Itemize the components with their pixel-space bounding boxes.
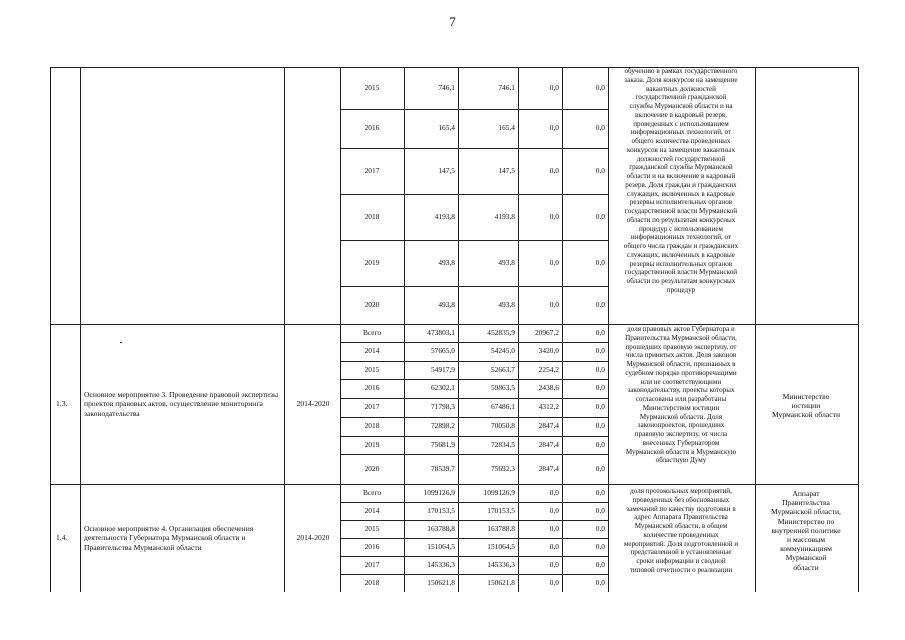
amount-cell: 0,0 [595,327,605,337]
row-rule [340,417,608,418]
measure-index: 1.3. [56,399,68,408]
measure-executor [756,489,856,572]
amount-cell: 59863,5 [490,383,515,393]
description-line: количестве проведенных [643,530,719,539]
description-line: Мурманской области, в общем [634,522,728,530]
description-line: области по результатам конкурсных [626,277,736,285]
year-cell: Всего [362,487,382,497]
description-line: правовую экспертизу, от числа [634,430,728,438]
year-cell: Всего [362,327,382,337]
executor-line: Мурманской [785,553,827,563]
year-cell: 2016 [364,541,380,551]
amount-cell: 4193,8 [434,211,455,221]
description-line: служащих, включенных в кадровые [627,250,735,259]
description-line: согласованы или разработаны [635,395,727,403]
description-line: проведенных без обоснованных [632,495,730,504]
year-cell: 2020 [364,299,380,309]
amount-cell: 147,5 [498,165,515,175]
amount-cell: 72834,5 [490,439,515,449]
amount-cell: 0,0 [549,559,559,569]
row-rule [340,454,608,455]
description-line: конкурсов на замещение вакантных [626,145,736,154]
executor-line: Мурманской области, [771,507,841,517]
description-line: государственной гражданской [635,93,727,102]
description-line: Мурманской области в Мурманскую [625,447,737,456]
executor-line: юстиции [791,401,821,411]
row-rule [340,342,608,343]
amount-cell: 78539,7 [430,463,455,473]
amount-cell: 0,0 [595,123,605,133]
amount-cell: 0,0 [549,577,559,587]
amount-cell: 165,4 [438,123,455,133]
amount-cell: 145336,3 [427,559,455,569]
row-rule [340,520,608,521]
amount-cell: 75692,3 [490,463,515,473]
amount-cell: 0,0 [595,299,605,309]
row-rule [340,538,608,539]
amount-cell: 150621,8 [427,577,455,587]
description-line: внесенных Губернатором [642,438,720,447]
description-line: государственной власти Мурманской [624,207,738,215]
amount-cell: 4312,2 [538,402,559,412]
description-line: должностей государственной [636,154,726,163]
description-line: Мурманской области, признанных в [626,360,736,368]
column-rule [458,67,459,592]
amount-cell: 2438,6 [538,383,559,393]
executor-line: Правительства [782,498,830,508]
amount-cell: 452835,9 [487,327,515,337]
amount-cell: 54917,9 [430,364,455,374]
amount-cell: 2847,4 [538,439,559,449]
amount-cell: 0,0 [549,211,559,221]
description-line: обучению в рамках государственного [624,67,738,75]
executor-line: Министерство [782,392,830,401]
amount-cell: 1099126,9 [483,487,515,497]
description-line: законодательству, проекты которых [627,386,735,395]
executor-line: внутренней политике [771,525,841,535]
amount-cell: 0,0 [549,299,559,309]
row-rule [340,361,608,362]
amount-cell: 746,1 [438,82,455,92]
amount-cell: 170153,5 [487,505,515,515]
row-rule [340,240,608,241]
amount-cell: 0,0 [549,82,559,92]
description-line: информационных технологий, от [630,128,732,137]
description-line: заказа. Доля конкурсов на замещение [624,75,738,84]
amount-cell: 0,0 [595,523,605,533]
indicator-description [609,487,753,575]
description-line: процедур [666,285,696,294]
amount-cell: 0,0 [595,82,605,92]
amount-cell: 150621,8 [487,577,515,587]
measure-executor [756,392,856,420]
description-line: Мурманской области. Доля [639,412,723,421]
amount-cell: 473803,1 [427,327,455,337]
table-border-left [50,67,51,592]
description-line: мероприятий. Доля подготовленной и [623,539,739,548]
executor-line: Министерство по [777,516,835,526]
year-cell: 2018 [364,421,380,431]
description-line: общего количества проведенных [631,137,731,145]
description-line: включение в кадровый резерв, [635,110,727,119]
description-line: Министерством юстиции [642,403,720,412]
scan-speck [120,342,122,343]
amount-cell: 0,0 [595,505,605,515]
amount-cell: 0,0 [549,523,559,533]
row-rule [340,398,608,399]
row-rule [340,436,608,437]
amount-cell: 4193,8 [494,211,515,221]
row-rule [340,502,608,503]
column-rule [404,67,405,592]
amount-cell: 0,0 [595,487,605,497]
amount-cell: 0,0 [595,463,605,473]
year-cell: 2016 [364,383,380,393]
year-cell: 2018 [364,577,380,587]
amount-cell: 0,0 [595,364,605,374]
amount-cell: 1099126,9 [423,487,455,497]
description-line: области по результатам конкурсных [626,215,736,224]
column-rule [562,67,563,592]
amount-cell: 0,0 [595,541,605,551]
amount-cell: 0,0 [595,383,605,393]
measure-index: 1.4. [56,533,68,542]
section-divider [50,484,858,485]
description-line: числа принятых актов. Доля законов [625,351,737,360]
amount-cell: 54245,0 [490,346,515,356]
amount-cell: 0,0 [595,421,605,431]
amount-cell: 170153,5 [427,505,455,515]
measure-period: 2014-2020 [296,533,330,542]
description-line: государственной власти Мурманской [624,268,738,277]
column-rule [284,67,285,592]
column-rule [518,67,519,592]
description-line: службы Мурманской области и на [629,102,733,110]
amount-cell: 746,1 [498,82,515,92]
description-line: резервы исполнительных органов [629,198,733,207]
amount-cell: 0,0 [549,257,559,267]
amount-cell: 163788,8 [427,523,455,533]
indicator-description [609,325,753,465]
amount-cell: 493,8 [438,299,455,309]
description-line: информационных технологий, от [630,233,732,242]
year-cell: 2018 [364,211,380,221]
column-rule [340,67,341,592]
description-line: законопроектов, прошедших [637,421,725,430]
description-line: замечаний по качеству подготовки в [626,504,736,513]
amount-cell: 70050,8 [490,421,515,431]
row-rule [340,574,608,575]
measure-name: Основное мероприятие 3. Проведение правовой экспертизы проектов правовых актов, осуществление мониторинга законодательства [84,390,279,418]
executor-line: и массовым [786,535,826,545]
description-line: сроки информации и сводной [636,557,726,565]
amount-cell: 147,5 [438,165,455,175]
amount-cell: 0,0 [549,541,559,551]
description-line: прошедших правовую экспертизу, от [625,342,737,351]
description-line: доля правовых актов Губернатора и [627,325,735,333]
description-line: общего числа граждан и гражданских [623,242,739,250]
executor-line: Аппарат [792,489,820,498]
description-line: или не соответствующими [640,377,722,386]
table-border-right [858,67,859,592]
description-line: доля протокольных мероприятий, [630,487,732,495]
measure-name: Основное мероприятие 4. Организация обеспечения деятельности Губернатора Мурманской области и Правительства Мурманской области [84,524,254,552]
amount-cell: 75681,9 [430,439,455,449]
year-cell: 2015 [364,523,380,533]
amount-cell: 67486,1 [490,402,515,412]
year-cell: 2014 [364,346,380,356]
description-line: представленной в установленные [630,548,732,557]
executor-line: коммуникациям [780,544,832,554]
amount-cell: 62302,1 [430,383,455,393]
year-cell: 2019 [364,257,380,267]
amount-cell: 0,0 [595,257,605,267]
year-cell: 2017 [364,402,380,412]
amount-cell: 165,4 [498,123,515,133]
amount-cell: 52663,7 [490,364,515,374]
year-cell: 2019 [364,439,380,449]
description-line: резерв. Доля граждан и гражданских [625,180,737,189]
year-cell: 2017 [364,165,380,175]
description-line: вакантных должностей [646,84,716,93]
amount-cell: 493,8 [498,257,515,267]
amount-cell: 0,0 [595,439,605,449]
amount-cell: 0,0 [595,165,605,175]
year-cell: 2017 [364,559,380,569]
amount-cell: 3420,0 [538,346,559,356]
amount-cell: 0,0 [549,487,559,497]
description-line: гражданской службы Мурманской [629,163,733,172]
amount-cell: 20967,2 [534,327,559,337]
year-cell: 2014 [364,505,380,515]
amount-cell: 0,0 [595,211,605,221]
amount-cell: 72898,2 [430,421,455,431]
amount-cell: 493,8 [498,299,515,309]
year-cell: 2015 [364,364,380,374]
row-rule [340,109,608,110]
amount-cell: 151064,5 [427,541,455,551]
row-rule [340,286,608,287]
amount-cell: 2254,2 [538,364,559,374]
amount-cell: 163788,8 [487,523,515,533]
description-line: адрес Аппарата Правительства [634,513,728,522]
page-number: 7 [449,14,456,29]
executor-line: области [793,562,819,572]
year-cell: 2015 [364,82,380,92]
amount-cell: 57665,0 [430,346,455,356]
column-rule [80,67,81,592]
amount-cell: 151064,5 [487,541,515,551]
amount-cell: 0,0 [595,577,605,587]
amount-cell: 0,0 [595,346,605,356]
description-line: Правительства Мурманской области, [625,333,737,342]
description-line: области и на включение в кадровый [626,172,736,180]
row-rule [340,379,608,380]
row-rule [340,148,608,149]
description-line: проведенных с использованием [633,119,729,128]
description-line: служащих, включенных в кадровые [627,189,735,198]
indicator-description [609,67,753,295]
amount-cell: 2847,4 [538,421,559,431]
year-cell: 2020 [364,463,380,473]
executor-line: Мурманской области [771,410,841,420]
measure-period: 2014-2020 [296,399,330,408]
year-cell: 2016 [364,123,380,133]
description-line: типовой отчетности о реализации [629,565,733,574]
description-line: процедур с использованием [638,224,724,233]
amount-cell: 493,8 [438,257,455,267]
description-line: судебном порядке противоречащими [625,368,737,377]
amount-cell: 0,0 [549,165,559,175]
amount-cell: 0,0 [595,402,605,412]
amount-cell: 145336,3 [487,559,515,569]
amount-cell: 71798,3 [430,402,455,412]
amount-cell: 0,0 [549,123,559,133]
row-rule [340,556,608,557]
amount-cell: 2847,4 [538,463,559,473]
description-line: резервы исполнительных органов [629,259,733,268]
description-line: областную Думу [655,456,707,465]
amount-cell: 0,0 [549,505,559,515]
amount-cell: 0,0 [595,559,605,569]
row-rule [340,194,608,195]
